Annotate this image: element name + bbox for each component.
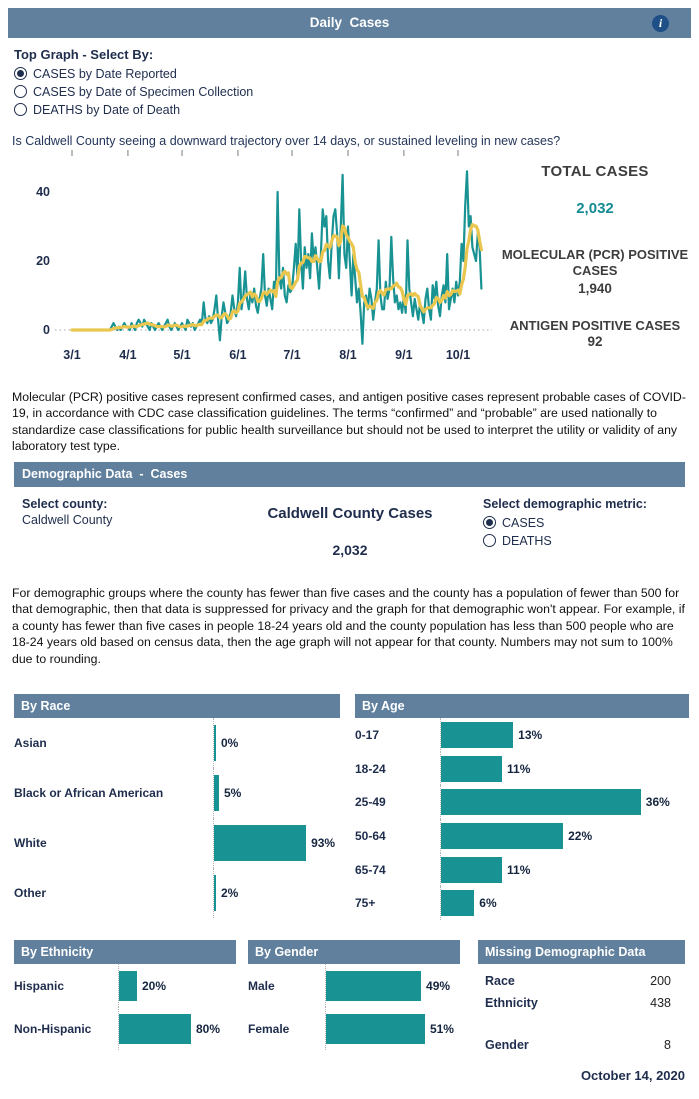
by-ethnicity-title: By Ethnicity: [21, 945, 94, 959]
age-bar-zone: [440, 785, 689, 819]
race-row: [14, 868, 340, 918]
by-age-header: [355, 694, 689, 718]
race-category-label: Asian: [14, 736, 47, 750]
radio-icon[interactable]: [14, 103, 27, 116]
age-percent-label: 22%: [568, 828, 593, 843]
y-axis-label: 20: [36, 254, 50, 268]
missing-row-label: Ethnicity: [485, 996, 538, 1010]
age-row: [355, 752, 689, 786]
ethnicity-bar: [119, 971, 137, 1001]
age-bar: [441, 756, 502, 782]
age-category-label: 50-64: [355, 828, 386, 843]
by-ethnicity-bars: [14, 964, 236, 1050]
missing-row-value: 438: [650, 996, 671, 1010]
ethnicity-bar: [119, 1014, 191, 1044]
metric-selector-label: Select demographic metric:: [483, 497, 647, 511]
demographic-section-header: [14, 462, 685, 487]
age-bar-zone: [440, 853, 689, 887]
by-gender-title: By Gender: [255, 945, 319, 959]
age-row: [355, 886, 689, 920]
county-cases-value: 2,032: [332, 542, 368, 558]
metric-option-1[interactable]: [483, 532, 647, 549]
by-age-title: By Age: [362, 699, 405, 713]
age-percent-label: 36%: [645, 795, 670, 810]
county-selector[interactable]: [22, 497, 112, 527]
top-graph-option-label: CASES by Date Reported: [33, 66, 177, 81]
ethnicity-percent-label: 20%: [142, 978, 167, 993]
case-stats: [497, 163, 693, 349]
age-bar: [441, 789, 641, 815]
y-axis-label: 0: [43, 323, 50, 337]
missing-row-ethnicity: [478, 992, 685, 1014]
metric-radio-group: [483, 514, 647, 549]
age-category-label: 75+: [355, 896, 376, 911]
age-row: [355, 853, 689, 887]
daily-cases-chart: [0, 150, 505, 378]
age-category-label: 25-49: [355, 795, 386, 810]
antigen-cases-label: ANTIGEN POSITIVE CASES: [509, 317, 681, 333]
race-bar: [214, 875, 216, 911]
age-category-label: 65-74: [355, 862, 386, 877]
x-axis-label: 6/1: [229, 348, 247, 362]
race-bar-zone: [213, 718, 340, 768]
radio-icon[interactable]: [483, 534, 496, 547]
gender-percent-label: 49%: [426, 978, 451, 993]
gender-category-label: Male: [248, 978, 275, 993]
by-age-bars: [355, 718, 689, 920]
demographic-section-title: Demographic Data - Cases: [22, 467, 188, 481]
race-percent-label: 0%: [221, 736, 239, 750]
age-category-label: 0-17: [355, 727, 380, 742]
age-row: [355, 819, 689, 853]
race-percent-label: 2%: [221, 886, 239, 900]
ethnicity-row: [14, 964, 236, 1007]
gender-percent-label: 51%: [429, 1021, 454, 1036]
radio-icon[interactable]: [14, 67, 27, 80]
race-row: [14, 718, 340, 768]
x-axis-label: 9/1: [395, 348, 413, 362]
age-percent-label: 11%: [507, 862, 531, 877]
age-percent-label: 6%: [479, 896, 497, 911]
gender-row: [248, 1007, 460, 1050]
ethnicity-category-label: Hispanic: [14, 978, 65, 993]
race-row: [14, 768, 340, 818]
privacy-note: For demographic groups where the county has fewer than five cases and the county has a population of fewer than 500 for that demographic, then that data is suppressed for privacy and the graph for that demographic won't appear. For example, if a county has fewer than five cases in people 18-24 years old and the county population has less than 500 people who are 18-24 years old based on census data, then the age graph will not appear for that county. Numbers may not sum to 100% due to rounding.: [12, 586, 685, 666]
x-axis-label: 10/1: [445, 348, 471, 362]
age-bar: [441, 857, 502, 883]
race-bar-zone: [213, 868, 340, 918]
gender-bar-zone: [325, 964, 460, 1007]
race-percent-label: 5%: [223, 786, 242, 800]
metric-selector: [483, 497, 647, 550]
ethnicity-row: [14, 1007, 236, 1050]
missing-row-race: [478, 970, 685, 992]
race-category-label: White: [14, 836, 47, 850]
x-axis-label: 5/1: [173, 348, 191, 362]
race-bar-zone: [213, 768, 340, 818]
gender-bar-zone: [325, 1007, 460, 1050]
metric-option-0[interactable]: [483, 514, 647, 531]
report-date: October 14, 2020: [580, 1068, 685, 1083]
total-cases-value: 2,032: [576, 200, 614, 217]
missing-row-value: 200: [650, 974, 671, 988]
by-gender-header: [248, 940, 460, 964]
x-axis-label: 8/1: [339, 348, 357, 362]
age-bar: [441, 890, 474, 916]
by-race-panel: [14, 694, 340, 918]
race-category-label: Other: [14, 886, 47, 900]
by-ethnicity-header: [14, 940, 236, 964]
by-ethnicity-panel: [14, 940, 236, 1050]
antigen-cases-value: 92: [587, 333, 603, 349]
trajectory-question: Is Caldwell County seeing a downward trajectory over 14 days, or sustained leveling in new cases?: [12, 134, 561, 148]
top-graph-option-label: DEATHS by Date of Death: [33, 102, 181, 117]
age-percent-label: 13%: [518, 727, 543, 742]
top-graph-selector: [14, 47, 253, 119]
county-selector-label: Select county:: [22, 497, 108, 511]
y-axis-label: 40: [36, 185, 50, 199]
race-percent-label: 93%: [311, 836, 336, 850]
county-cases-title: Caldwell County Cases: [267, 505, 433, 522]
race-bar: [214, 725, 216, 761]
by-gender-panel: [248, 940, 460, 1050]
gender-bar: [326, 1014, 425, 1044]
top-graph-radio-group: [14, 65, 253, 118]
age-bar: [441, 823, 563, 849]
x-axis-label: 4/1: [119, 348, 137, 362]
top-graph-option-2[interactable]: [14, 101, 253, 118]
race-bar: [214, 775, 219, 811]
by-gender-bars: [248, 964, 460, 1050]
by-age-panel: [355, 694, 689, 920]
missing-row-gender: [478, 1034, 685, 1056]
metric-option-label: DEATHS: [502, 533, 552, 548]
gender-row: [248, 964, 460, 1007]
by-race-title: By Race: [21, 699, 71, 713]
county-selected-value[interactable]: Caldwell County: [22, 513, 113, 527]
age-row: [355, 785, 689, 819]
pcr-cases-value: 1,940: [578, 280, 612, 296]
top-graph-option-1[interactable]: [14, 83, 253, 100]
race-category-label: Black or African American: [14, 786, 164, 800]
by-race-bars: [14, 718, 340, 918]
daily-cases-line-chart: [0, 150, 505, 378]
by-race-header: [14, 694, 340, 718]
metric-option-label: CASES: [502, 515, 545, 530]
race-bar: [214, 825, 306, 861]
daily-cases-series: [72, 171, 481, 343]
missing-demographic-title: Missing Demographic Data: [485, 945, 646, 959]
ethnicity-bar-zone: [118, 1007, 236, 1050]
case-classification-disclaimer: Molecular (PCR) positive cases represent confirmed cases, and antigen positive cases represent probable cases of COVID-19, in accordance with CDC case classification guidelines. The terms “confirmed” and “probable” are used nationally to standardize case classifications for public health surveillance but should not be used to interpret the utility or validity of any laboratory test type.: [12, 390, 686, 454]
age-percent-label: 11%: [507, 761, 531, 776]
age-bar-zone: [440, 752, 689, 786]
age-row: [355, 718, 689, 752]
missing-row-value: 8: [664, 1038, 671, 1052]
x-axis-label: 7/1: [283, 348, 301, 362]
x-axis-label: 3/1: [63, 348, 81, 362]
ethnicity-bar-zone: [118, 964, 236, 1007]
missing-demographic-panel: [478, 940, 685, 1056]
age-bar-zone: [440, 718, 689, 752]
title-bar: [8, 8, 691, 38]
missing-demographic-rows: [478, 964, 685, 1056]
race-bar-zone: [213, 818, 340, 868]
age-bar-zone: [440, 886, 689, 920]
page-title: Daily Cases: [309, 15, 390, 30]
top-graph-option-0[interactable]: [14, 65, 253, 82]
county-cases-summary: [230, 505, 470, 558]
gender-bar: [326, 971, 421, 1001]
top-graph-option-label: CASES by Date of Specimen Collection: [33, 84, 254, 99]
radio-icon[interactable]: [483, 516, 496, 529]
radio-icon[interactable]: [14, 85, 27, 98]
missing-row-label: Gender: [485, 1038, 529, 1052]
ethnicity-category-label: Non-Hispanic: [14, 1021, 92, 1036]
race-row: [14, 818, 340, 868]
pcr-cases-label: MOLECULAR (PCR) POSITIVE CASES: [501, 247, 689, 279]
age-bar-zone: [440, 819, 689, 853]
info-icon[interactable]: i: [652, 15, 669, 32]
age-bar: [441, 722, 513, 748]
missing-row-label: Race: [485, 974, 515, 988]
total-cases-label: TOTAL CASES: [541, 163, 649, 180]
missing-demographic-header: [478, 940, 685, 964]
age-category-label: 18-24: [355, 761, 386, 776]
top-graph-selector-label: Top Graph - Select By:: [14, 47, 154, 62]
gender-category-label: Female: [248, 1021, 290, 1036]
ethnicity-percent-label: 80%: [196, 1021, 221, 1036]
